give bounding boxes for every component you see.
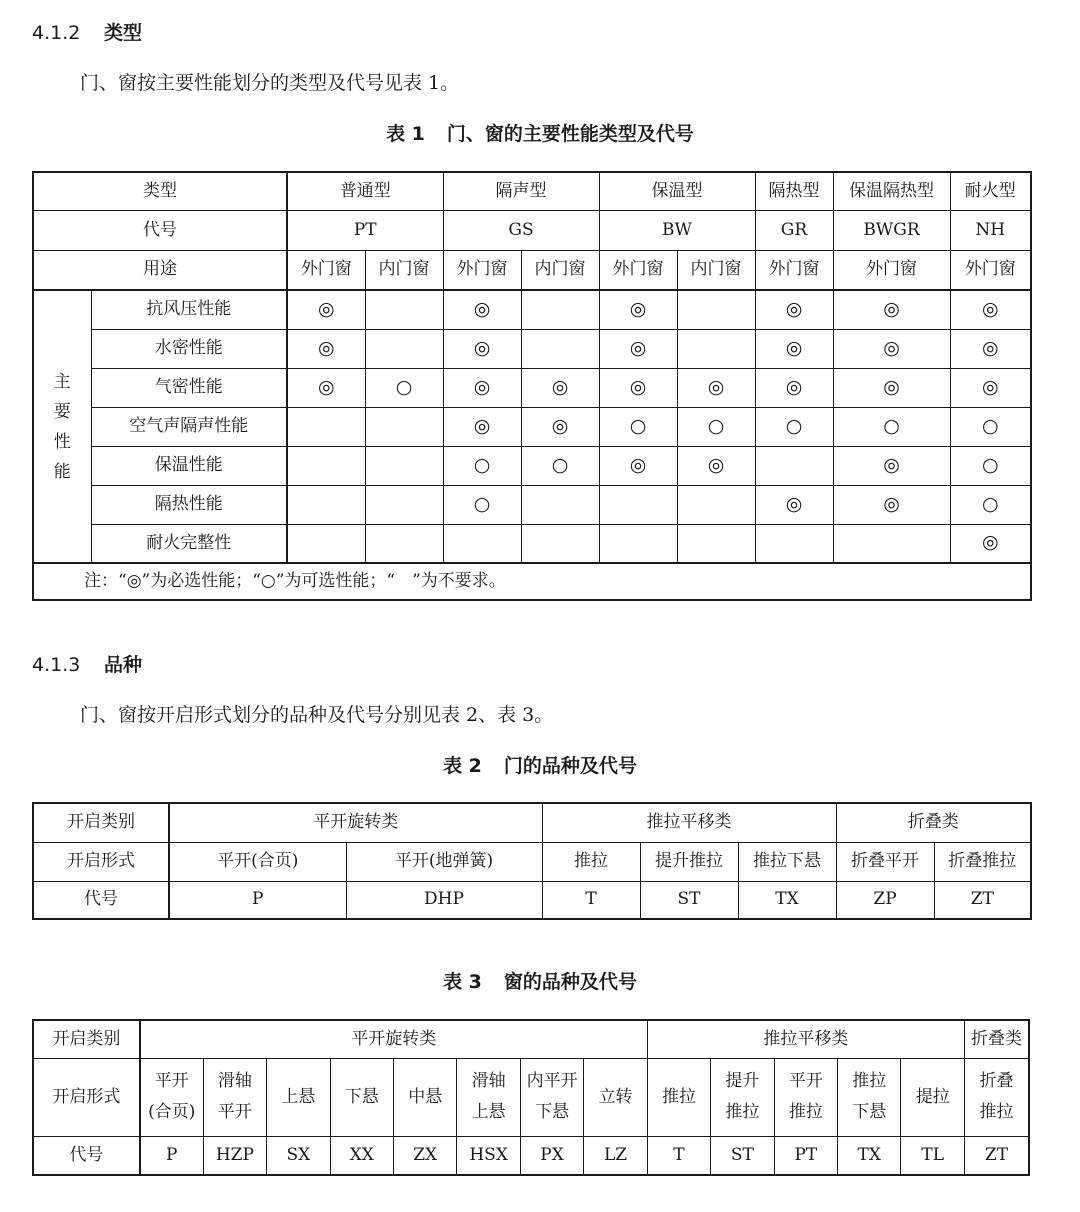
table2-caption-text: 门的品种及代号 [503, 755, 637, 777]
requirement-cell [677, 329, 755, 368]
requirement-cell: ○ [599, 407, 677, 446]
requirement-cell: ○ [521, 446, 599, 485]
requirement-cell: ◎ [521, 407, 599, 446]
type-cell: 隔热型 [755, 172, 833, 210]
requirement-cell [287, 485, 365, 524]
form-cell-line: 平开 [788, 1071, 823, 1091]
section-heading-4-1-3 [32, 650, 142, 677]
label-category: 开启类别 [33, 803, 169, 842]
form-cell-line: 推拉 [788, 1102, 823, 1122]
requirement-cell: ○ [950, 446, 1031, 485]
code-cell: T [647, 1136, 710, 1175]
form-cell-line: 下悬 [344, 1086, 379, 1107]
code-cell: GR [755, 210, 833, 250]
requirement-cell [677, 290, 755, 329]
code-cell: GS [443, 210, 599, 250]
requirement-cell [521, 524, 599, 563]
label-type: 类型 [33, 172, 287, 210]
form-cell-line: (合页) [148, 1102, 196, 1122]
form-cell [647, 1058, 710, 1136]
type-cell: 保温隔热型 [833, 172, 950, 210]
requirement-cell: ○ [950, 407, 1031, 446]
performance-label: 空气声隔声性能 [91, 407, 287, 446]
group-label-char: 性 [53, 431, 71, 452]
code-cell: PX [520, 1136, 583, 1175]
requirement-cell: ◎ [599, 329, 677, 368]
type-cell: 保温型 [599, 172, 755, 210]
label-form: 开启形式 [33, 1058, 140, 1136]
form-cell [267, 1058, 330, 1136]
code-cell: HSX [457, 1136, 520, 1175]
performance-row [33, 368, 1031, 407]
requirement-cell: ◎ [833, 329, 950, 368]
category-cell: 推拉平移类 [647, 1020, 964, 1058]
form-cell-line: 下悬 [535, 1102, 570, 1122]
performance-label: 抗风压性能 [91, 290, 287, 329]
requirement-cell [521, 290, 599, 329]
performance-label: 气密性能 [91, 368, 287, 407]
form-cell [964, 1058, 1029, 1136]
performance-label: 保温性能 [91, 446, 287, 485]
type-cell: 耐火型 [950, 172, 1031, 210]
requirement-cell [287, 407, 365, 446]
label-category: 开启类别 [33, 1020, 140, 1058]
section-number: 4.1.2 [32, 22, 81, 44]
form-cell: 提升推拉 [640, 842, 738, 881]
performance-row [33, 524, 1031, 563]
requirement-cell [755, 524, 833, 563]
code-cell: ZT [934, 881, 1031, 919]
type-cell: 普通型 [287, 172, 443, 210]
table-performance-types [32, 171, 1032, 601]
form-cell [901, 1058, 965, 1136]
form-cell-line: 推拉 [661, 1086, 696, 1107]
requirement-cell [365, 485, 443, 524]
requirement-cell: ○ [365, 368, 443, 407]
use-cell: 外门窗 [287, 250, 365, 290]
code-cell: ZT [964, 1136, 1029, 1175]
requirement-cell: ◎ [950, 524, 1031, 563]
code-cell: T [542, 881, 640, 919]
requirement-cell: ◎ [950, 329, 1031, 368]
requirement-cell [365, 407, 443, 446]
code-cell: PT [774, 1136, 837, 1175]
group-label-char: 主 [53, 371, 71, 392]
form-cell: 推拉 [542, 842, 640, 881]
form-row [33, 842, 1031, 881]
category-row [33, 1020, 1029, 1058]
code-row [33, 1136, 1029, 1175]
form-cell [457, 1058, 520, 1136]
requirement-cell: ◎ [755, 485, 833, 524]
code-cell: P [169, 881, 346, 919]
code-row [33, 210, 1031, 250]
form-cell-line: 上悬 [471, 1102, 506, 1122]
requirement-cell: ◎ [833, 368, 950, 407]
use-cell: 内门窗 [365, 250, 443, 290]
code-row [33, 881, 1031, 919]
performance-row [33, 485, 1031, 524]
requirement-cell: ◎ [443, 329, 521, 368]
requirement-cell [443, 524, 521, 563]
category-row [33, 803, 1031, 842]
code-cell: ST [711, 1136, 774, 1175]
requirement-cell: ◎ [443, 290, 521, 329]
requirement-cell: ○ [833, 407, 950, 446]
form-cell [140, 1058, 203, 1136]
code-cell: BW [599, 210, 755, 250]
form-cell: 折叠平开 [836, 842, 934, 881]
code-cell: HZP [203, 1136, 266, 1175]
requirement-cell [677, 485, 755, 524]
requirement-cell [365, 290, 443, 329]
form-cell-line: 中悬 [408, 1086, 443, 1107]
group-label-char: 要 [53, 401, 71, 422]
requirement-cell: ◎ [443, 368, 521, 407]
code-cell: TX [838, 1136, 901, 1175]
requirement-cell: ◎ [599, 446, 677, 485]
requirement-cell [521, 329, 599, 368]
group-label [33, 290, 91, 563]
form-cell [520, 1058, 583, 1136]
form-cell [203, 1058, 266, 1136]
requirement-cell: ◎ [521, 368, 599, 407]
code-cell: P [140, 1136, 203, 1175]
table-window-varieties [32, 1019, 1030, 1176]
requirement-cell: ○ [443, 485, 521, 524]
requirement-cell: ◎ [677, 446, 755, 485]
requirement-cell [287, 446, 365, 485]
table2-caption [0, 751, 1080, 778]
category-cell: 折叠类 [836, 803, 1031, 842]
requirement-cell: ◎ [833, 485, 950, 524]
requirement-cell [365, 524, 443, 563]
form-cell: 平开(合页) [169, 842, 346, 881]
performance-label: 水密性能 [91, 329, 287, 368]
requirement-cell [755, 446, 833, 485]
form-cell-line: 内平开 [526, 1071, 578, 1091]
form-cell-line: 提拉 [915, 1086, 950, 1107]
category-cell: 折叠类 [964, 1020, 1029, 1058]
form-cell-line: 上悬 [281, 1086, 316, 1107]
requirement-cell [521, 485, 599, 524]
form-cell-line: 滑轴 [217, 1071, 252, 1091]
requirement-cell: ◎ [833, 446, 950, 485]
form-cell-line: 推拉 [725, 1102, 760, 1122]
code-cell: XX [330, 1136, 393, 1175]
note-row [33, 563, 1031, 600]
requirement-cell: ◎ [599, 368, 677, 407]
code-cell: LZ [584, 1136, 647, 1175]
requirement-cell: ◎ [287, 329, 365, 368]
requirement-cell: ◎ [287, 290, 365, 329]
form-cell-line: 下悬 [852, 1102, 887, 1122]
label-code: 代号 [33, 210, 287, 250]
label-code: 代号 [33, 881, 169, 919]
code-cell: PT [287, 210, 443, 250]
performance-row [33, 446, 1031, 485]
code-cell: ZX [393, 1136, 456, 1175]
table3-caption [0, 967, 1080, 994]
requirement-cell: ○ [950, 485, 1031, 524]
form-cell-line: 提升 [725, 1071, 760, 1091]
requirement-cell: ○ [443, 446, 521, 485]
use-cell: 内门窗 [677, 250, 755, 290]
code-cell: ZP [836, 881, 934, 919]
paragraph-varieties: 门、窗按开启形式划分的品种及代号分别见表 2、表 3。 [80, 704, 554, 726]
requirement-cell [365, 329, 443, 368]
label-code: 代号 [33, 1136, 140, 1175]
requirement-cell: ◎ [950, 368, 1031, 407]
type-row [33, 172, 1031, 210]
use-cell: 外门窗 [950, 250, 1031, 290]
form-cell-line: 立转 [598, 1086, 633, 1107]
use-cell: 外门窗 [599, 250, 677, 290]
form-cell-line: 推拉 [852, 1071, 887, 1091]
requirement-cell [287, 524, 365, 563]
category-cell: 平开旋转类 [140, 1020, 648, 1058]
requirement-cell: ◎ [950, 290, 1031, 329]
requirement-cell: ○ [755, 407, 833, 446]
code-cell: SX [267, 1136, 330, 1175]
table3-caption-number: 表 3 [443, 971, 482, 993]
code-cell: TL [901, 1136, 965, 1175]
category-cell: 平开旋转类 [169, 803, 542, 842]
code-cell: BWGR [833, 210, 950, 250]
form-cell-line: 推拉 [979, 1102, 1014, 1122]
code-cell: NH [950, 210, 1031, 250]
requirement-cell: ◎ [755, 290, 833, 329]
requirement-cell [365, 446, 443, 485]
performance-row [33, 290, 1031, 329]
code-cell: DHP [346, 881, 542, 919]
table3-caption-text: 窗的品种及代号 [503, 971, 637, 993]
requirement-cell: ○ [677, 407, 755, 446]
section-title: 类型 [104, 22, 143, 44]
paragraph-types: 门、窗按主要性能划分的类型及代号见表 1。 [80, 72, 460, 94]
section-heading-4-1-2 [32, 18, 142, 45]
table1-note: 注：“◎”为必选性能；“○”为可选性能；“ ”为不要求。 [33, 563, 1031, 600]
use-cell: 外门窗 [755, 250, 833, 290]
table1-caption-number: 表 1 [386, 123, 425, 145]
form-cell-line: 滑轴 [471, 1071, 506, 1091]
form-cell-line: 平开 [217, 1102, 252, 1122]
label-form: 开启形式 [33, 842, 169, 881]
form-cell [838, 1058, 901, 1136]
requirement-cell: ◎ [677, 368, 755, 407]
table1-caption [0, 119, 1080, 146]
form-cell [330, 1058, 393, 1136]
form-cell: 平开(地弹簧) [346, 842, 542, 881]
label-use: 用途 [33, 250, 287, 290]
performance-row [33, 329, 1031, 368]
performance-row [33, 407, 1031, 446]
form-cell [774, 1058, 837, 1136]
requirement-cell: ◎ [755, 368, 833, 407]
form-cell-line: 平开 [154, 1071, 189, 1091]
code-cell: TX [738, 881, 836, 919]
requirement-cell [599, 485, 677, 524]
form-cell [393, 1058, 456, 1136]
group-label-char: 能 [53, 461, 71, 482]
table1-caption-text: 门、窗的主要性能类型及代号 [446, 123, 694, 145]
use-cell: 外门窗 [443, 250, 521, 290]
requirement-cell: ◎ [755, 329, 833, 368]
section-title: 品种 [104, 654, 143, 676]
type-cell: 隔声型 [443, 172, 599, 210]
form-row [33, 1058, 1029, 1136]
requirement-cell: ◎ [287, 368, 365, 407]
requirement-cell: ◎ [599, 290, 677, 329]
form-cell: 折叠推拉 [934, 842, 1031, 881]
code-cell: ST [640, 881, 738, 919]
requirement-cell [599, 524, 677, 563]
use-cell: 外门窗 [833, 250, 950, 290]
form-cell [584, 1058, 647, 1136]
requirement-cell [833, 524, 950, 563]
form-cell: 推拉下悬 [738, 842, 836, 881]
form-cell [711, 1058, 774, 1136]
performance-label: 耐火完整性 [91, 524, 287, 563]
performance-label: 隔热性能 [91, 485, 287, 524]
table-door-varieties [32, 802, 1032, 920]
requirement-cell: ◎ [443, 407, 521, 446]
section-number: 4.1.3 [32, 654, 81, 676]
requirement-cell: ◎ [833, 290, 950, 329]
use-row [33, 250, 1031, 290]
form-cell-line: 折叠 [979, 1071, 1014, 1091]
table2-caption-number: 表 2 [443, 755, 482, 777]
use-cell: 内门窗 [521, 250, 599, 290]
requirement-cell [677, 524, 755, 563]
category-cell: 推拉平移类 [542, 803, 836, 842]
